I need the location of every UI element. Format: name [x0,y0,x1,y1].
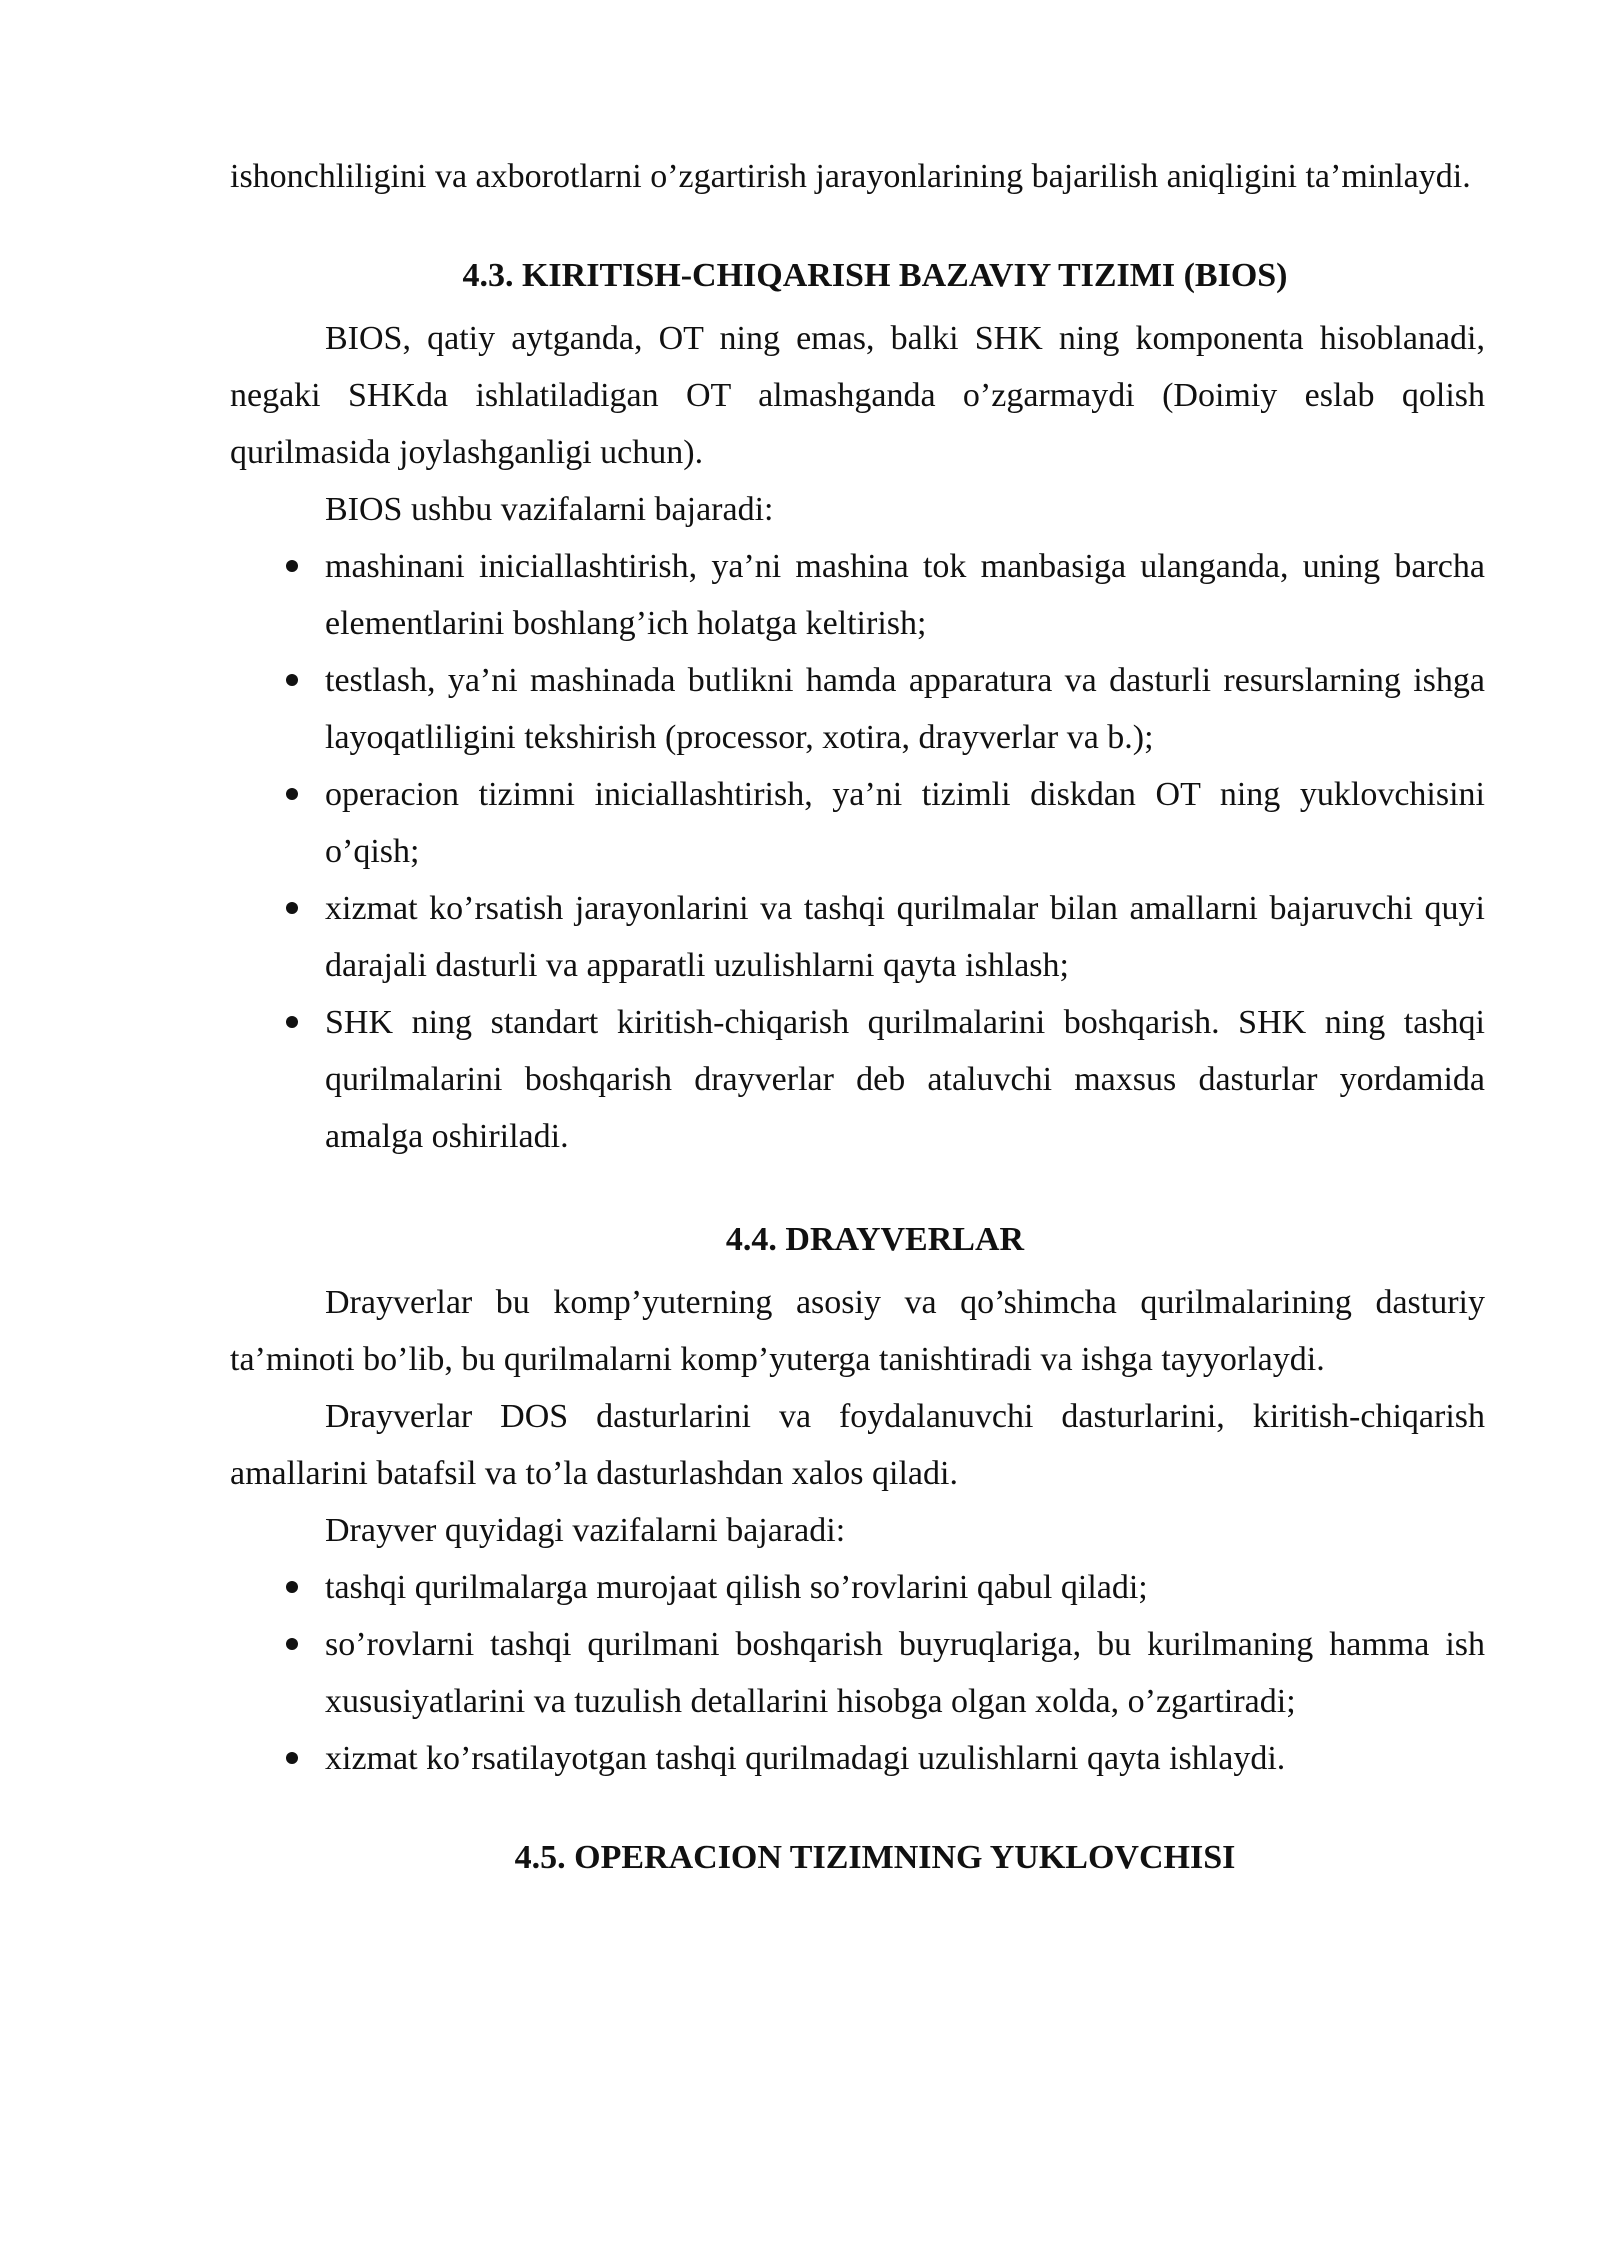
list-item-text: xizmat ko’rsatish jarayonlarini va tashqi qurilmalar bilan amallarni bajaruvchi quyi darajali dasturli va apparatli uzulishlarni qayta ishlash; [325,890,1485,984]
list-item-text: mashinani iniciallashtirish, ya’ni mashina tok manbasiga ulanganda, uning barcha elementlarini boshlang’ich holatga keltirish; [325,548,1485,642]
bullet-icon [286,788,298,800]
list-item-text: tashqi qurilmalarga murojaat qilish so’rovlarini qabul qiladi; [325,1569,1148,1606]
list-item [230,766,1485,880]
bios-function-list [230,538,1485,1165]
bullet-icon [286,560,298,572]
list-item-text: testlash, ya’ni mashinada butlikni hamda apparatura va dasturli resurslarning ishga layoqatliligini tekshirish (processor, xotira, drayverlar va b.); [325,662,1485,756]
list-item [230,1616,1485,1730]
section-heading-loader: 4.5. OPERACION TIZIMNING YUKLOVCHISI [514,1839,1236,1876]
list-item [230,880,1485,994]
drivers-paragraph-2: Drayverlar DOS dasturlarini va foydalanuvchi dasturlarini, kiritish-chiqarish amallarini batafsil va to’la dasturlashdan xalos qiladi. [230,1398,1485,1492]
bullet-icon [286,1638,298,1650]
list-item [230,652,1485,766]
list-item-text: xizmat ko’rsatilayotgan tashqi qurilmadagi uzulishlarni qayta ishlaydi. [325,1740,1286,1777]
drivers-function-list [230,1559,1485,1787]
list-item [230,1559,1485,1616]
bios-list-lead: BIOS ushbu vazifalarni bajaradi: [325,491,774,528]
intro-paragraph: ishonchliligini va axborotlarni o’zgartirish jarayonlarining bajarilish aniqligini ta’minlaydi. [230,158,1471,195]
drivers-list-lead: Drayver quyidagi vazifalarni bajaradi: [325,1512,846,1549]
bullet-icon [286,674,298,686]
list-item-text: operacion tizimni iniciallashtirish, ya’ni tizimli diskdan OT ning yuklovchisini o’qish; [325,776,1485,870]
list-item [230,1730,1485,1787]
list-item-text: so’rovlarni tashqi qurilmani boshqarish buyruqlariga, bu kurilmaning hamma ish xususiyatlarini va tuzulish detallarini hisobga olgan xolda, o’zgartiradi; [325,1626,1485,1720]
bullet-icon [286,1016,298,1028]
list-item-text: SHK ning standart kiritish-chiqarish qurilmalarini boshqarish. SHK ning tashqi qurilmalarini boshqarish drayverlar deb ataluvchi maxsus dasturlar yordamida amalga oshiriladi. [325,1004,1485,1155]
list-item [230,538,1485,652]
bios-paragraph: BIOS, qatiy aytganda, OT ning emas, balki SHK ning komponenta hisoblanadi, negaki SHKda ishlatiladigan OT almashganda o’zgarmaydi (Doimiy eslab qolish qurilmasida joylashganligi uchun). [230,320,1485,471]
bullet-icon [286,1752,298,1764]
bullet-icon [286,1581,298,1593]
drivers-paragraph-1: Drayverlar bu komp’yuterning asosiy va qo’shimcha qurilmalarining dasturiy ta’minoti bo’lib, bu qurilmalarni komp’yuterga tanishtiradi va ishga tayyorlaydi. [230,1284,1485,1378]
section-heading-drivers: 4.4. DRAYVERLAR [725,1221,1025,1258]
list-item [230,994,1485,1165]
section-heading-bios: 4.3. KIRITISH-CHIQARISH BAZAVIY TIZIMI (BIOS) [462,257,1288,294]
document-page [230,148,1485,1886]
bullet-icon [286,902,298,914]
